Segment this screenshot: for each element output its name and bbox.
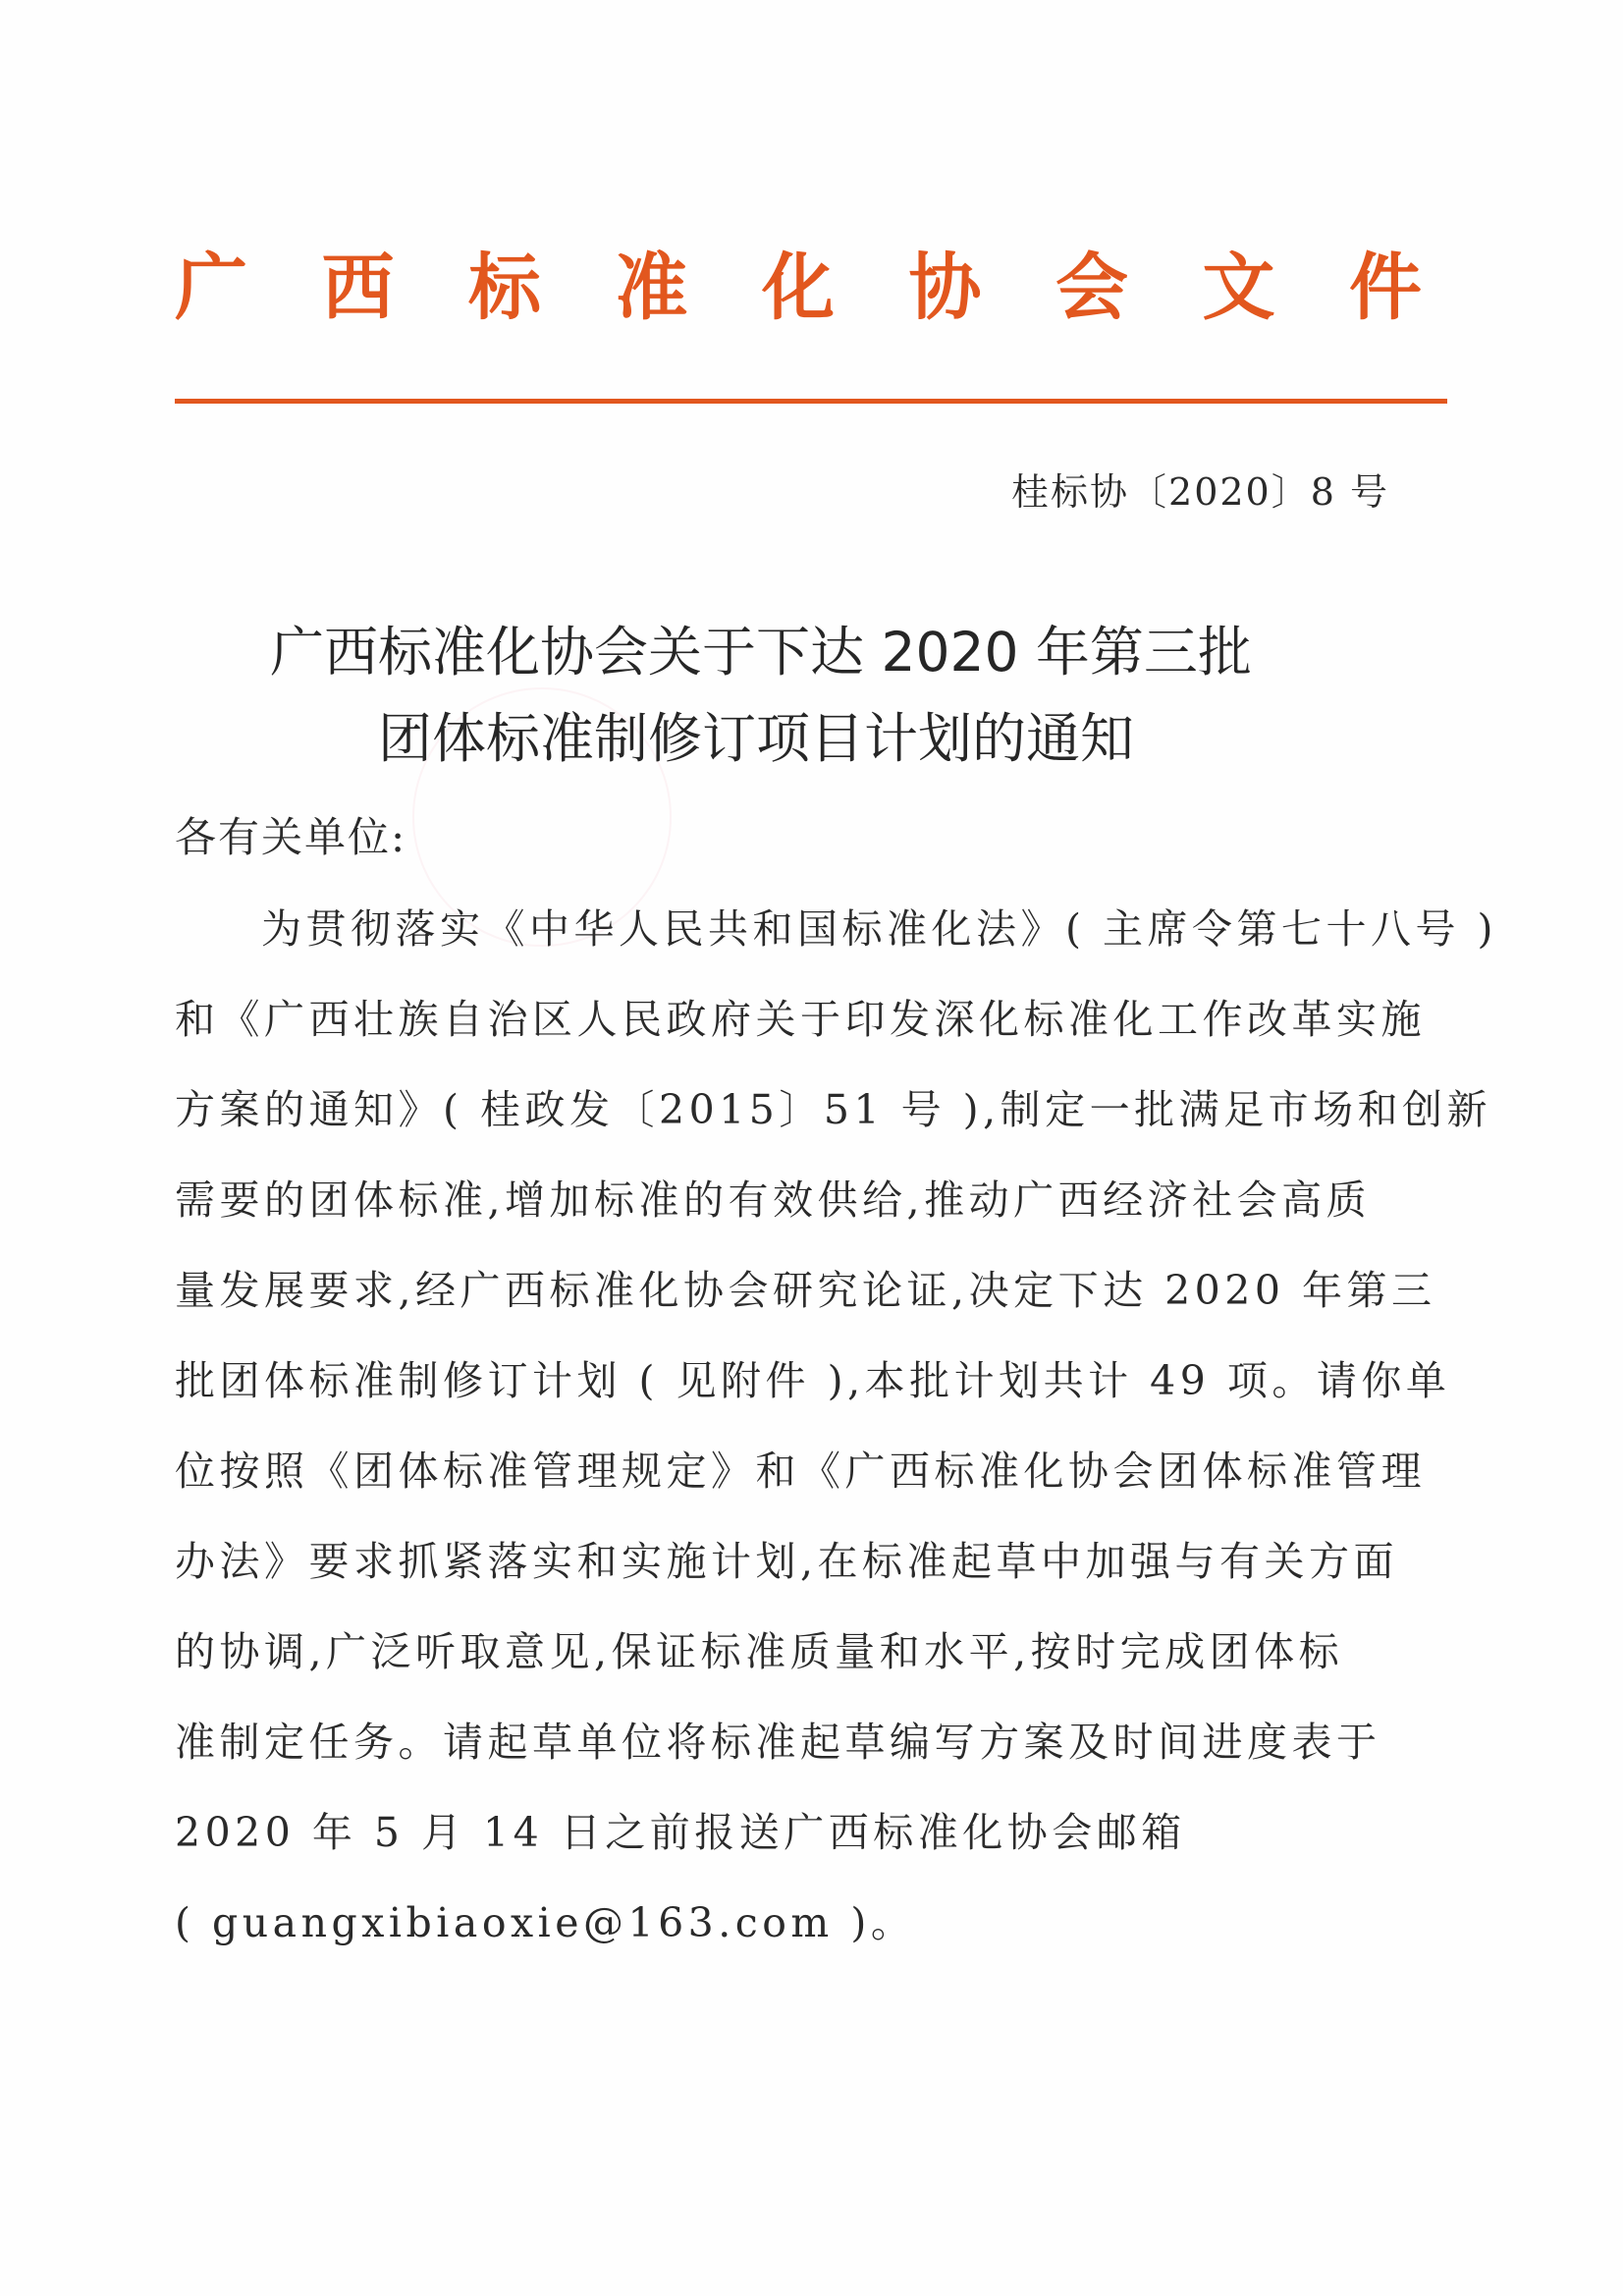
body-line: 准制定任务。请起草单位将标准起草编写方案及时间进度表于 [175, 1719, 1381, 1766]
title-line-2: 团体标准制修订项目计划的通知 [378, 707, 1135, 770]
title-line-1: 广西标准化协会关于下达 2020 年第三批 [270, 621, 1252, 683]
body-line: 的协调,广泛听取意见,保证标准质量和水平,按时完成团体标 [175, 1628, 1344, 1675]
masthead-char: 标 [468, 246, 541, 330]
body-line-text: 为贯彻落实《中华人民共和国标准化法》( 主席令第七十八号 ) [261, 905, 1498, 953]
masthead-char: 会 [1055, 246, 1128, 330]
masthead-char: 化 [762, 246, 835, 330]
masthead-char: 文 [1202, 246, 1275, 330]
body-line: 方案的通知》( 桂政发〔2015〕51 号 ),制定一批满足市场和创新 [175, 1086, 1492, 1133]
body-line: 需要的团体标准,增加标准的有效供给,推动广西经济社会高质 [175, 1176, 1372, 1224]
masthead-char: 广 [175, 246, 247, 330]
body-line: 办法》要求抓紧落实和实施计划,在标准起草中加强与有关方面 [175, 1538, 1399, 1585]
salutation: 各有关单位: [175, 813, 407, 861]
body-line: 批团体标准制修订计划 ( 见附件 ),本批计划共计 49 项。请你单 [175, 1357, 1451, 1404]
masthead-divider-line [175, 399, 1447, 404]
body-line: 和《广西壮族自治区人民政府关于印发深化标准化工作改革实施 [175, 996, 1426, 1043]
masthead-char: 协 [908, 246, 982, 330]
masthead-char: 件 [1349, 246, 1422, 330]
body-line: 量发展要求,经广西标准化协会研究论证,决定下达 2020 年第三 [175, 1267, 1436, 1314]
body-line [175, 884, 1498, 974]
body-paragraph [175, 884, 1498, 1968]
document-title [175, 609, 1447, 782]
document-number: 桂标协〔2020〕8 号 [1011, 470, 1389, 514]
masthead-char: 西 [321, 246, 395, 330]
masthead-char: 准 [615, 246, 688, 330]
body-line: ( guangxibiaoxie@163.com )。 [175, 1899, 916, 1946]
masthead-title [175, 234, 1422, 342]
body-line: 2020 年 5 月 14 日之前报送广西标准化协会邮箱 [175, 1809, 1186, 1856]
body-line: 位按照《团体标准管理规定》和《广西标准化协会团体标准管理 [175, 1448, 1426, 1495]
